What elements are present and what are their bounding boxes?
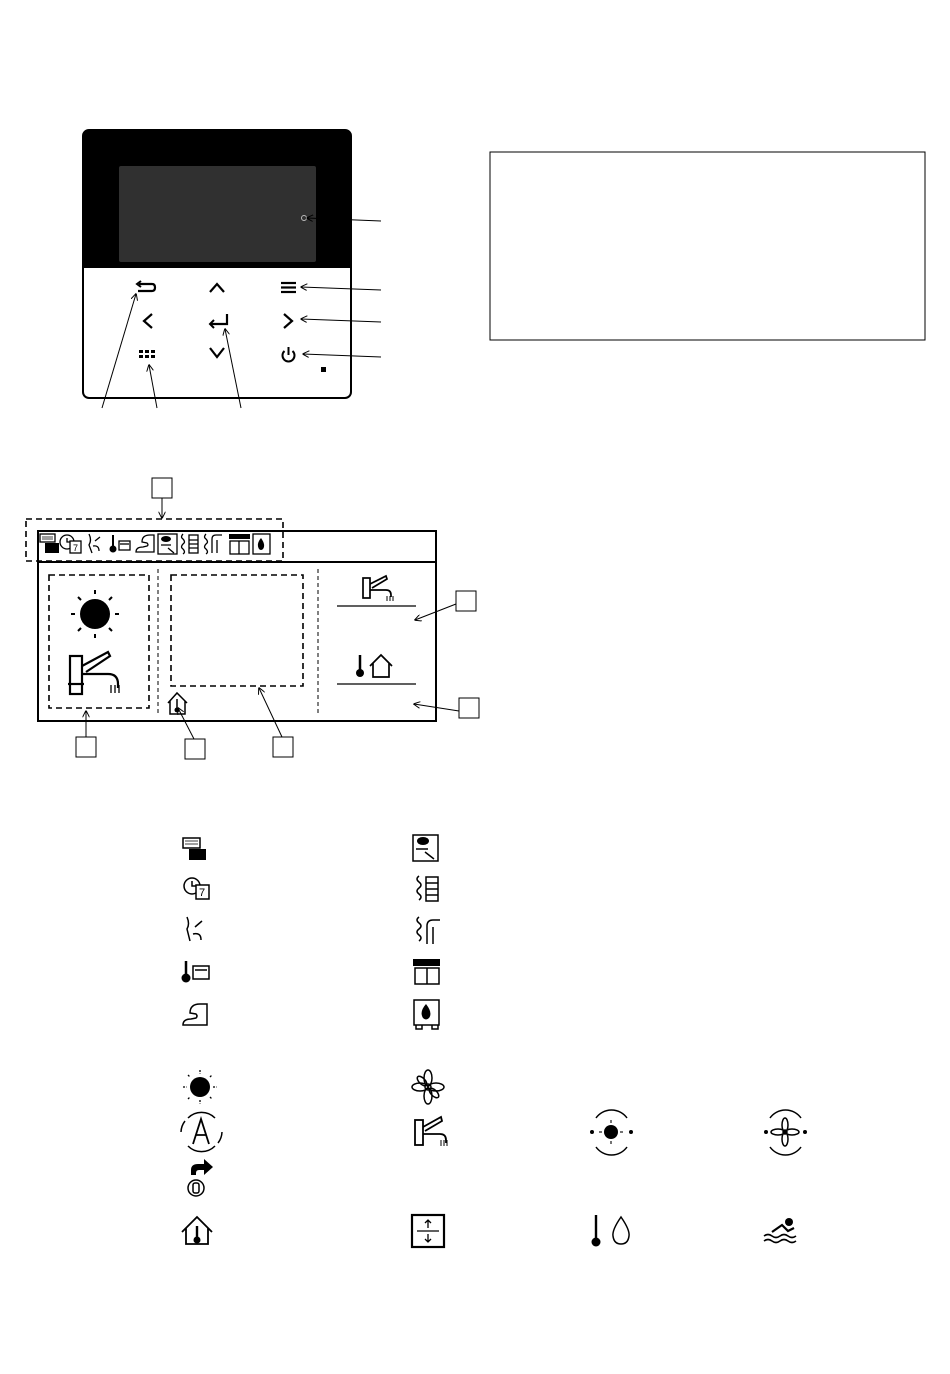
solar-panel-icon [413, 959, 440, 984]
controller-screen [119, 166, 316, 262]
cool-cycle-icon [764, 1110, 807, 1155]
clock-schedule-icon [184, 878, 209, 899]
room-temp-icon [182, 1217, 212, 1244]
svg-text:7: 7 [73, 543, 79, 553]
dhw-mode-icon [415, 1117, 447, 1146]
hand-service-icon [187, 917, 202, 941]
svg-text:7: 7 [199, 887, 206, 899]
network-icon [413, 835, 438, 861]
arrow-reset-icon [188, 1159, 213, 1196]
icon-legend [181, 835, 807, 1247]
timer-icon [183, 838, 206, 860]
pool-icon [764, 1218, 796, 1243]
legend-box [490, 152, 925, 340]
auto-mode-icon [181, 1112, 222, 1151]
status-led [321, 367, 326, 372]
boiler-flame-icon [414, 1000, 439, 1029]
valve-switch-icon [412, 1215, 444, 1247]
heater-stack-icon [417, 876, 438, 901]
curve-icon [183, 1004, 207, 1025]
cool-mode-icon [412, 1070, 444, 1104]
grid-icon [139, 350, 143, 353]
heat-mode-icon [183, 1070, 217, 1104]
controller [83, 130, 351, 398]
temp-humidity-icon [592, 1215, 630, 1247]
thermometer-screen-icon [182, 961, 210, 983]
heat-cycle-icon [590, 1110, 633, 1155]
heater-tap-icon [417, 917, 440, 944]
display-screen [26, 519, 436, 721]
